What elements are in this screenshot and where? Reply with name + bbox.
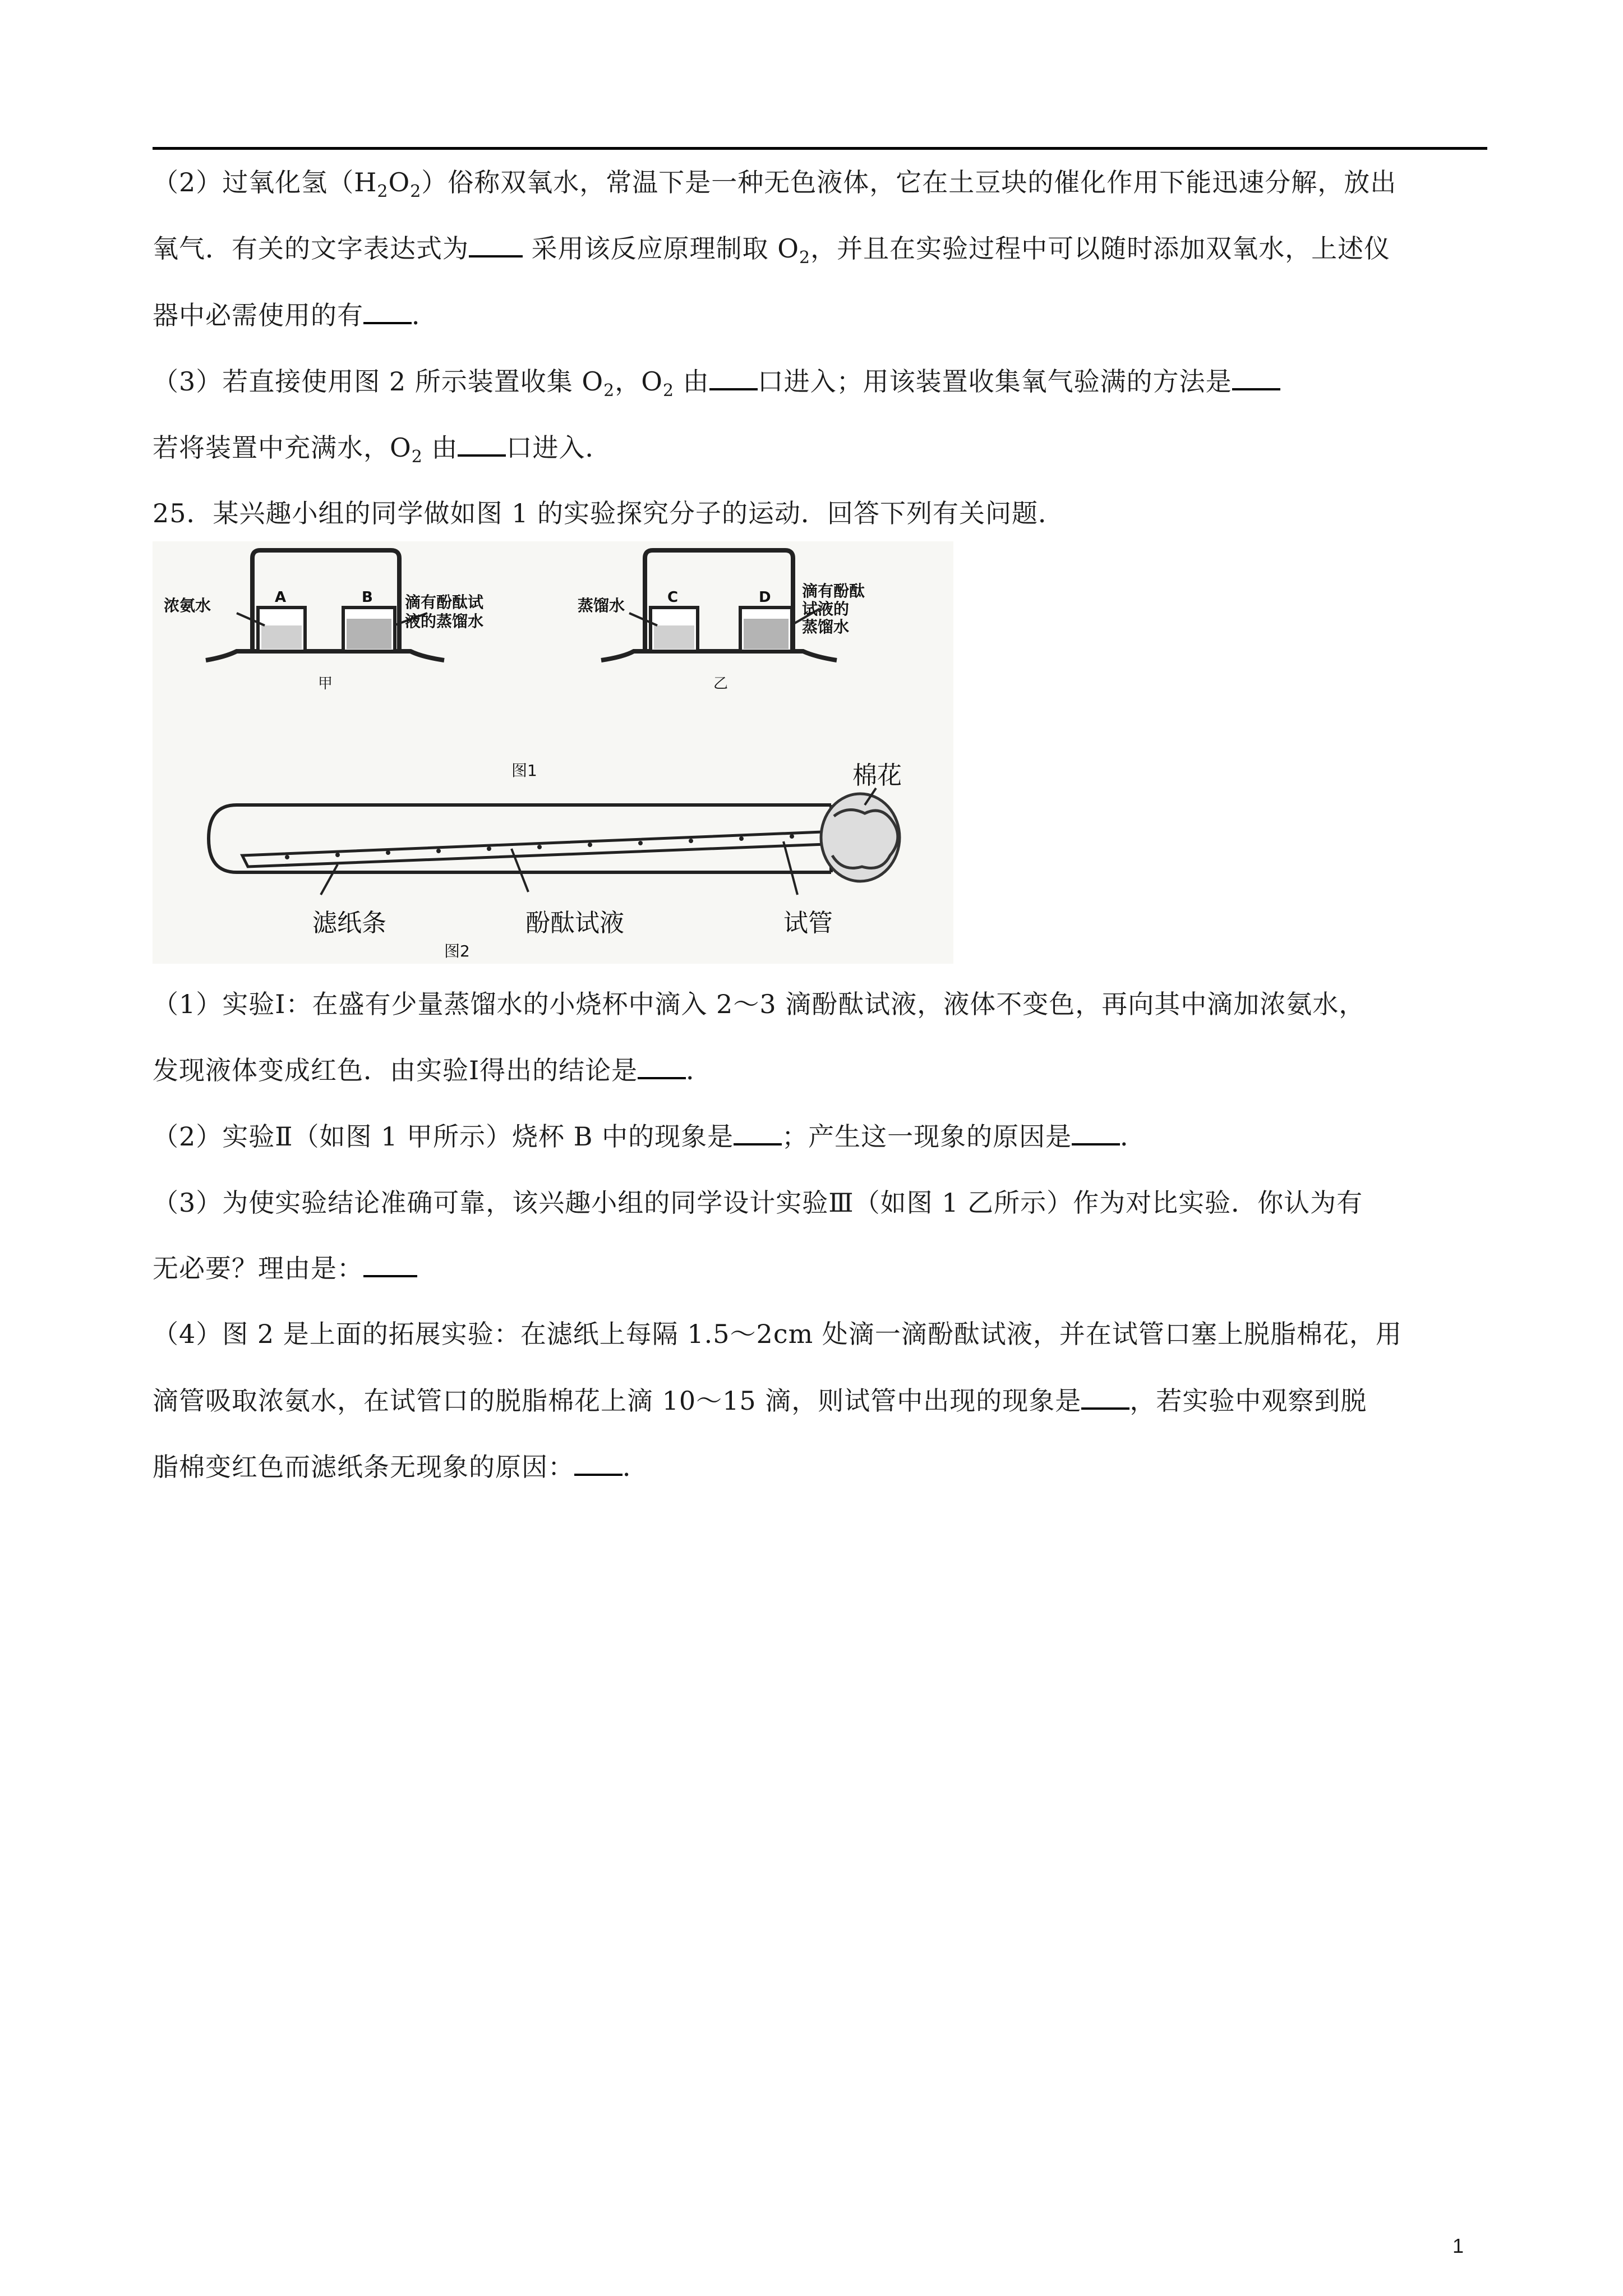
caption-fig1: 图1 — [511, 761, 537, 780]
answer-blank — [1081, 1386, 1129, 1410]
q25-part3-line1: （3）为使实验结论准确可靠，该兴趣小组的同学设计实验Ⅲ（如图 1 乙所示）作为对比实验．你认为有 — [153, 1188, 1363, 1218]
label-c: C — [667, 589, 679, 606]
label-a: A — [275, 589, 287, 606]
answer-blank — [469, 234, 523, 257]
answer-blank — [363, 301, 412, 324]
experiment-figure — [153, 541, 953, 964]
caption-yi: 乙 — [713, 675, 728, 692]
label-d-liquid-2: 试液的 — [802, 600, 850, 618]
q24-part2-line2: 氧气．有关的文字表达式为 采用该反应原理制取 $O_2$，并且在实验过程中可以随时添加双氧水，上述仪 — [153, 233, 1391, 268]
caption-jia: 甲 — [318, 675, 333, 692]
answer-blank — [1072, 1122, 1120, 1145]
q25-part4-line1: （4）图 2 是上面的拓展实验：在滤纸上每隔 1.5～2cm 处滴一滴酚酞试液，并在试管口塞上脱脂棉花，用 — [153, 1319, 1402, 1349]
label-b-liquid-2: 液的蒸馏水 — [405, 612, 484, 631]
q25-part2-line1: （2）实验Ⅱ（如图 1 甲所示）烧杯 B 中的现象是 ；产生这一现象的原因是 ． — [153, 1121, 1147, 1152]
answer-blank — [734, 1122, 782, 1145]
label-b: B — [362, 589, 373, 606]
label-phenolphthalein: 酚酞试液 — [525, 909, 624, 937]
q25-part3-line2: 无必要？理由是： — [153, 1251, 417, 1285]
page-number: 1 — [1453, 2234, 1464, 2257]
label-ammonia: 浓氨水 — [164, 596, 211, 615]
label-test-tube: 试管 — [783, 909, 833, 937]
answer-blank — [458, 433, 506, 457]
q24-part3-line2: 若将装置中充满水，$O_2$ 由 口进入． — [153, 432, 612, 467]
cotton-plug — [821, 794, 900, 881]
label-d-liquid-1: 滴有酚酞 — [802, 582, 865, 600]
label-d-liquid-3: 蒸馏水 — [802, 618, 850, 636]
label-cotton: 棉花 — [852, 761, 902, 790]
answer-blank — [1232, 367, 1280, 390]
q25-part4-line3: 脂棉变红色而滤纸条无现象的原因： ． — [153, 1452, 649, 1482]
label-b-liquid-1: 滴有酚酞试 — [405, 593, 484, 611]
q25-part1-line2: 发现液体变成红色．由实验Ⅰ得出的结论是 ． — [153, 1055, 713, 1085]
q24-part2-line3: 器中必需使用的有 ． — [153, 300, 438, 330]
label-water: 蒸馏水 — [578, 596, 625, 615]
q25-part4-line2: 滴管吸取浓氨水，在试管口的脱脂棉花上滴 10～15 滴，则试管中出现的现象是 ，若实验中观察到脱 — [153, 1386, 1367, 1416]
q25-stem: 25．某兴趣小组的同学做如图 1 的实验探究分子的运动．回答下列有关问题． — [153, 498, 1065, 528]
label-d: D — [759, 589, 771, 606]
answer-blank — [363, 1254, 417, 1277]
label-filter-strip: 滤纸条 — [312, 909, 386, 937]
q24-part2-line1: （2）过氧化氢$(H_2O_2)$俗称双氧水，常温下是一种无色液体，它在土豆块的催化作用下能迅速分解，放出 — [153, 167, 1397, 201]
answer-blank — [638, 1056, 686, 1079]
caption-fig2: 图2 — [444, 942, 470, 960]
q25-part1-line1: （1）实验Ⅰ：在盛有少量蒸馏水的小烧杯中滴入 2～3 滴酚酞试液，液体不变色，再向其中滴加浓氨水， — [153, 989, 1366, 1019]
header-rule — [153, 147, 1487, 150]
answer-blank — [574, 1452, 623, 1476]
answer-blank — [709, 367, 758, 390]
q24-part3-line1: （3）若直接使用图 2 所示装置收集 $O_2$，$O_2$ 由 口进入；用该装置收集氧气验满的方法是 — [153, 365, 1280, 398]
